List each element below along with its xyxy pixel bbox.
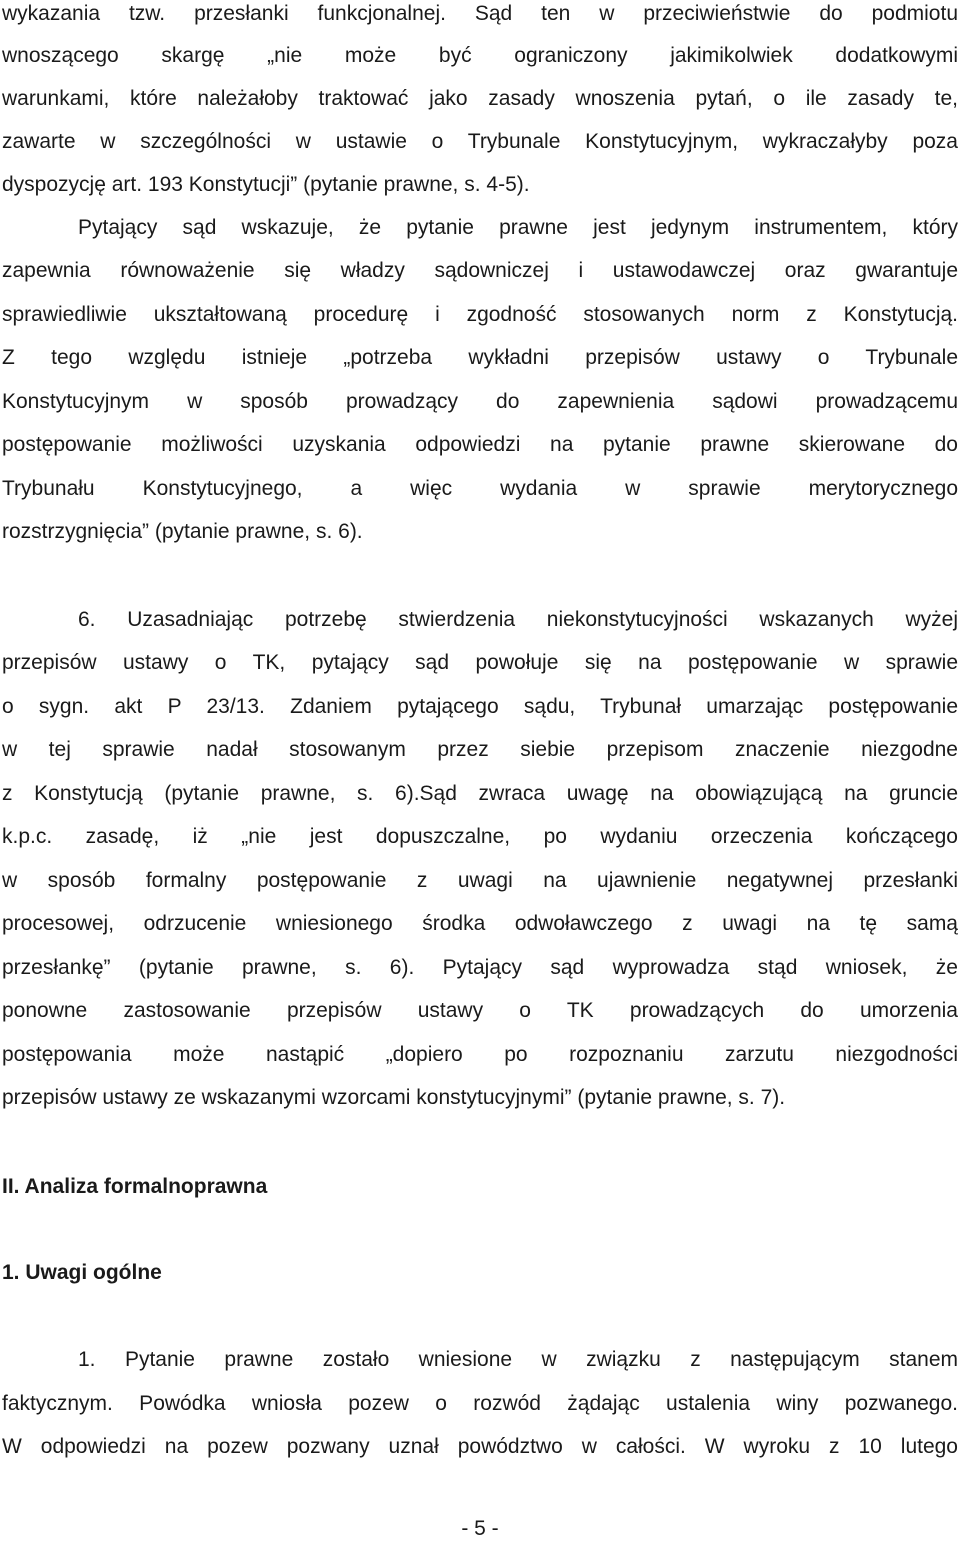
- text-line: wnoszącego skargę „nie może być ograniczony jakimikolwiek dodatkowymi: [2, 44, 958, 67]
- page-number: - 5 -: [461, 1517, 499, 1540]
- text-line: Z tego względu istnieje „potrzeba wykładni przepisów ustawy o Trybunale: [2, 346, 958, 369]
- text-line: przepisów ustawy ze wskazanymi wzorcami konstytucyjnymi” (pytanie prawne, s. 7).: [2, 1086, 786, 1109]
- text-line: postępowanie możliwości uzyskania odpowiedzi na pytanie prawne skierowane do: [2, 433, 958, 456]
- text-line: W odpowiedzi na pozew pozwany uznał powództwo w całości. W wyroku z 10 lutego: [2, 1435, 958, 1458]
- text-line: z Konstytucją (pytanie prawne, s. 6).Sąd zwraca uwagę na obowiązującą na gruncie: [2, 782, 958, 805]
- text-line: Pytający sąd wskazuje, że pytanie prawne jest jedynym instrumentem, który: [78, 216, 958, 239]
- text-line: Konstytucyjnym w sposób prowadzący do zapewnienia sądowi prowadzącemu: [2, 390, 958, 413]
- text-line: rozstrzygnięcia” (pytanie prawne, s. 6).: [2, 520, 363, 543]
- text-line: faktycznym. Powódka wniosła pozew o rozwód żądając ustalenia winy pozwanego.: [2, 1392, 958, 1415]
- text-line: ponowne zastosowanie przepisów ustawy o TK prowadzących do umorzenia: [2, 999, 958, 1022]
- text-line: wykazania tzw. przesłanki funkcjonalnej. Sąd ten w przeciwieństwie do podmiotu: [2, 2, 958, 25]
- text-line: w sposób formalny postępowanie z uwagi na ujawnienie negatywnej przesłanki: [2, 869, 958, 892]
- text-line: k.p.c. zasadę, iż „nie jest dopuszczalne, po wydaniu orzeczenia kończącego: [2, 825, 958, 848]
- text-line: zapewnia równoważenie się władzy sądowniczej i ustawodawczej oraz gwarantuje: [2, 259, 958, 282]
- text-line: postępowania może nastąpić „dopiero po rozpoznaniu zarzutu niezgodności: [2, 1043, 958, 1066]
- text-line: Trybunału Konstytucyjnego, a więc wydania w sprawie merytorycznego: [2, 477, 958, 500]
- text-line: dyspozycję art. 193 Konstytucji” (pytanie prawne, s. 4-5).: [2, 173, 530, 196]
- text-line: warunkami, które należałoby traktować jako zasady wnoszenia pytań, o ile zasady te,: [2, 87, 958, 110]
- text-line: sprawiedliwie ukształtowaną procedurę i zgodność stosowanych norm z Konstytucją.: [2, 303, 958, 326]
- text-line: procesowej, odrzucenie wniesionego środka odwoławczego z uwagi na tę samą: [2, 912, 958, 935]
- text-line: o sygn. akt P 23/13. Zdaniem pytającego sądu, Trybunał umarzając postępowanie: [2, 695, 958, 718]
- text-line: 1. Pytanie prawne zostało wniesione w związku z następującym stanem: [78, 1348, 958, 1371]
- text-line: 6. Uzasadniając potrzebę stwierdzenia niekonstytucyjności wskazanych wyżej: [78, 608, 958, 631]
- section-heading: II. Analiza formalnoprawna: [2, 1175, 268, 1198]
- text-line: przesłankę” (pytanie prawne, s. 6). Pytający sąd wyprowadza stąd wniosek, że: [2, 956, 958, 979]
- subsection-heading: 1. Uwagi ogólne: [2, 1261, 162, 1284]
- text-line: w tej sprawie nadał stosowanym przez siebie przepisom znaczenie niezgodne: [2, 738, 958, 761]
- text-line: przepisów ustawy o TK, pytający sąd powołuje się na postępowanie w sprawie: [2, 651, 958, 674]
- text-line: zawarte w szczególności w ustawie o Trybunale Konstytucyjnym, wykraczałyby poza: [2, 130, 958, 153]
